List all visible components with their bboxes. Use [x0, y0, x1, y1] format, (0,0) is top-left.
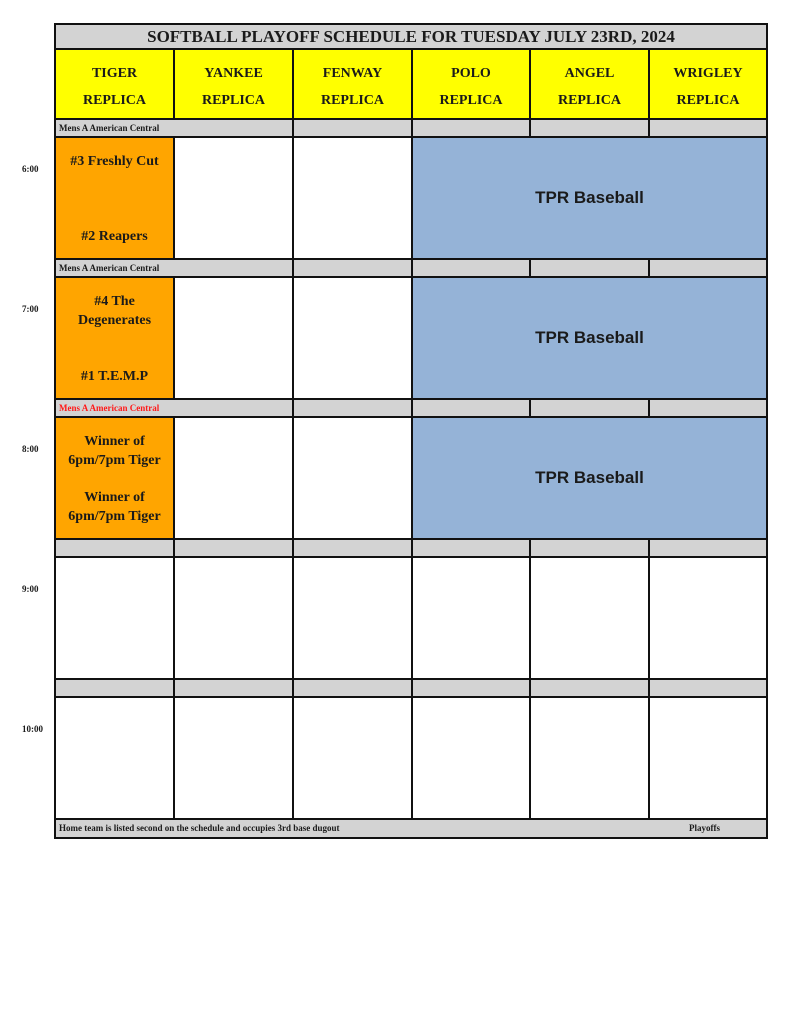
separator-cell [413, 260, 529, 276]
separator-cell [175, 540, 292, 556]
field-sub: REPLICA [557, 93, 621, 108]
separator-cell [650, 680, 766, 696]
empty-cell [294, 138, 411, 258]
schedule-title: SOFTBALL PLAYOFF SCHEDULE FOR TUESDAY JULY 23RD, 2024 [56, 25, 766, 48]
separator-cell [650, 400, 766, 416]
separator-cell [413, 120, 529, 136]
empty-cell [56, 698, 173, 818]
field-name: WRIGLEY [673, 66, 743, 81]
away-team: #3 Freshly Cut [70, 154, 159, 169]
empty-cell [175, 698, 292, 818]
separator-cell [294, 680, 411, 696]
field-name: TIGER [91, 66, 138, 81]
field-sub: REPLICA [320, 93, 384, 108]
empty-cell [175, 418, 292, 538]
empty-cell [650, 698, 766, 818]
empty-cell [175, 138, 292, 258]
field-header-fenway [294, 50, 411, 118]
empty-cell [56, 558, 173, 678]
footer-tag: Playoffs [689, 823, 720, 833]
separator-cell [294, 540, 411, 556]
game-cell [56, 418, 173, 538]
reserved-block: TPR Baseball [413, 278, 766, 398]
separator-cell [531, 400, 648, 416]
field-header-angel [531, 50, 648, 118]
field-header-polo [413, 50, 529, 118]
reserved-block: TPR Baseball [413, 418, 766, 538]
separator-cell [294, 120, 411, 136]
empty-cell [413, 558, 529, 678]
game-cell [56, 278, 173, 398]
away-team: #4 The Degenerates [77, 294, 152, 328]
separator-cell [175, 680, 292, 696]
separator-cell [294, 400, 411, 416]
reserved-block: TPR Baseball [413, 138, 766, 258]
field-name: ANGEL [564, 66, 615, 81]
time-label: 7:00 [22, 304, 39, 314]
empty-cell [294, 558, 411, 678]
empty-cell [650, 558, 766, 678]
field-header-yankee [175, 50, 292, 118]
separator-cell [531, 120, 648, 136]
time-label: 10:00 [22, 724, 43, 734]
empty-cell [531, 698, 648, 818]
field-name: YANKEE [204, 66, 263, 81]
field-sub: REPLICA [201, 93, 265, 108]
game-cell [56, 138, 173, 258]
division-label: Mens A American Central [56, 400, 292, 416]
separator-cell [531, 260, 648, 276]
empty-cell [294, 278, 411, 398]
footer-bar [56, 820, 766, 837]
separator-cell [531, 540, 648, 556]
separator-cell [56, 540, 173, 556]
separator-cell [413, 540, 529, 556]
field-sub: REPLICA [439, 93, 503, 108]
separator-cell [413, 400, 529, 416]
separator-cell [531, 680, 648, 696]
separator-cell [294, 260, 411, 276]
separator-cell [56, 680, 173, 696]
away-team: Winner of 6pm/7pm Tiger [68, 434, 161, 468]
empty-cell [294, 418, 411, 538]
division-label: Mens A American Central [56, 260, 292, 276]
separator-cell [650, 260, 766, 276]
division-label: Mens A American Central [56, 120, 292, 136]
time-label: 8:00 [22, 444, 39, 454]
empty-cell [175, 558, 292, 678]
home-team: #1 T.E.M.P [80, 369, 149, 384]
field-header-tiger [56, 50, 173, 118]
field-name: FENWAY [322, 66, 383, 81]
empty-cell [294, 698, 411, 818]
time-label: 9:00 [22, 584, 39, 594]
empty-cell [531, 558, 648, 678]
footer-note: Home team is listed second on the schedule and occupies 3rd base dugout [59, 823, 340, 833]
field-name: POLO [451, 66, 491, 81]
separator-cell [650, 540, 766, 556]
empty-cell [175, 278, 292, 398]
time-label: 6:00 [22, 164, 39, 174]
field-sub: REPLICA [82, 93, 146, 108]
field-sub: REPLICA [676, 93, 740, 108]
separator-cell [650, 120, 766, 136]
home-team: Winner of 6pm/7pm Tiger [68, 490, 161, 524]
field-header-wrigley [650, 50, 766, 118]
empty-cell [413, 698, 529, 818]
separator-cell [413, 680, 529, 696]
home-team: #2 Reapers [81, 229, 148, 244]
